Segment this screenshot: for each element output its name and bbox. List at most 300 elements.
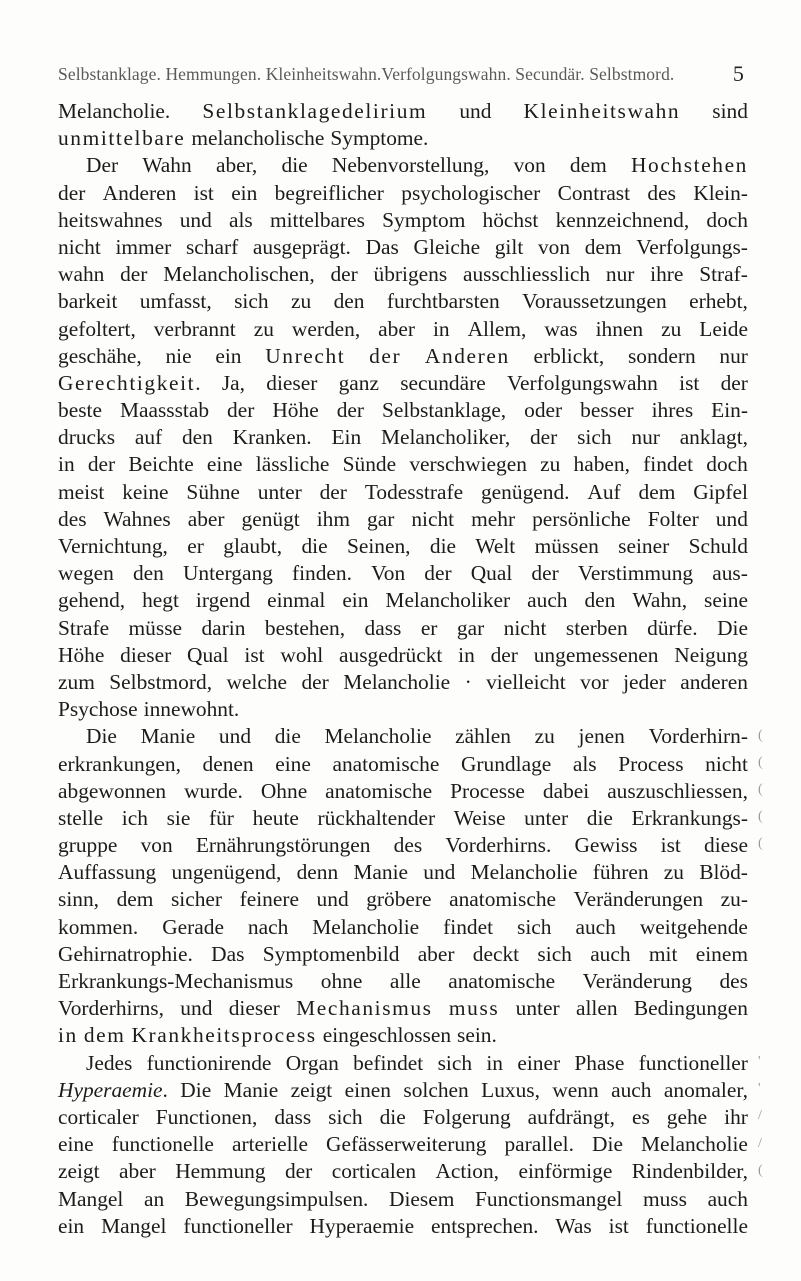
word xyxy=(647,180,676,207)
word xyxy=(639,479,676,506)
word xyxy=(507,370,658,397)
word-part: wahn xyxy=(58,262,105,287)
word xyxy=(435,1158,499,1185)
word xyxy=(717,615,748,642)
word xyxy=(450,778,525,805)
word xyxy=(207,451,243,478)
word-part: es xyxy=(631,1104,650,1129)
word-part: gehend, xyxy=(58,588,126,613)
word xyxy=(227,397,254,424)
word-part: ich xyxy=(121,805,148,830)
word-part: besser xyxy=(580,398,634,423)
text-line xyxy=(58,751,748,778)
word-part: Manie xyxy=(223,1077,279,1102)
word xyxy=(721,886,748,913)
word xyxy=(693,479,748,506)
word-part: Melancholischen, xyxy=(163,262,315,287)
word-part: genügend. xyxy=(480,479,570,504)
word-part: ausschliesslich xyxy=(462,262,591,287)
word-part: jenen xyxy=(578,724,625,749)
word-part: allen xyxy=(575,996,618,1021)
word-part: nicht xyxy=(503,615,547,640)
word xyxy=(473,941,519,968)
word-part: nicht xyxy=(705,751,748,776)
word xyxy=(374,261,448,288)
word-part: in xyxy=(486,1050,503,1075)
word-part: von xyxy=(140,833,173,858)
word xyxy=(719,968,748,995)
word-part: gar xyxy=(367,506,395,531)
word xyxy=(58,886,99,913)
word xyxy=(704,832,748,859)
word-part: sich xyxy=(328,1104,363,1129)
word xyxy=(534,343,605,370)
text-line xyxy=(58,615,748,642)
word-part: Phase xyxy=(574,1050,625,1075)
word-part: auch xyxy=(527,588,568,613)
word-part: Folter xyxy=(647,506,699,531)
word xyxy=(394,832,423,859)
word-part: ist xyxy=(193,180,214,205)
word xyxy=(365,479,463,506)
word xyxy=(58,424,115,451)
word-part: eine xyxy=(58,1132,94,1157)
word xyxy=(131,1022,316,1049)
word xyxy=(461,751,551,778)
word xyxy=(115,234,171,261)
word xyxy=(468,316,527,343)
word xyxy=(632,587,687,614)
word-part: auch xyxy=(707,1186,748,1211)
word-part: . xyxy=(162,1077,168,1102)
word xyxy=(187,642,229,669)
word xyxy=(58,261,104,288)
word xyxy=(699,859,748,886)
word xyxy=(274,1104,311,1131)
word-part: drucks xyxy=(58,425,116,450)
word xyxy=(120,642,171,669)
word xyxy=(180,207,212,234)
word xyxy=(339,642,442,669)
word-part: den xyxy=(333,289,365,314)
word xyxy=(58,1104,139,1131)
word xyxy=(58,316,136,343)
word-part: Melancholie xyxy=(470,860,578,885)
word xyxy=(233,424,312,451)
word-part: umfasst, xyxy=(139,289,212,314)
word-part: Schuld xyxy=(688,534,748,558)
word-part: ihre xyxy=(650,262,684,287)
word-part: gehe xyxy=(666,1104,708,1129)
word-part: welche xyxy=(226,669,288,694)
word-part: Wahn xyxy=(142,153,192,178)
running-head xyxy=(58,61,744,94)
word xyxy=(186,479,239,506)
word-part: ist xyxy=(608,1213,629,1238)
word-part: gröbere xyxy=(366,887,432,912)
word-part: und xyxy=(180,996,213,1021)
word-part: Qual xyxy=(470,561,513,586)
word xyxy=(524,805,568,832)
margin-mark: ' xyxy=(758,1054,761,1069)
word-part: Sünde xyxy=(342,452,397,477)
word-part: functionirende xyxy=(146,1050,272,1075)
word xyxy=(414,234,481,261)
word xyxy=(457,615,484,642)
word-part: zum xyxy=(58,669,95,694)
word xyxy=(574,832,637,859)
word xyxy=(323,1022,451,1049)
word-part: führen xyxy=(592,860,649,885)
word-part: aber, xyxy=(215,153,258,178)
text-line xyxy=(58,968,748,995)
word-part: kennzeichnend, xyxy=(555,207,690,232)
word xyxy=(696,941,748,968)
word-part: dabei xyxy=(542,778,590,803)
word-part: sich xyxy=(517,914,552,939)
word xyxy=(224,1077,279,1104)
word xyxy=(431,1213,539,1240)
word xyxy=(86,723,117,750)
text-line xyxy=(58,1077,748,1104)
word-part: sinn, xyxy=(58,887,100,912)
word xyxy=(491,642,518,669)
word xyxy=(365,615,402,642)
word xyxy=(618,533,669,560)
word-part: zu- xyxy=(720,887,748,912)
word-part: die xyxy=(281,153,308,178)
text-line xyxy=(58,1186,748,1213)
word xyxy=(535,723,555,750)
word-part: nur xyxy=(631,425,660,450)
word-part: seine xyxy=(704,588,748,613)
word-part: Mangel xyxy=(58,1186,124,1211)
word xyxy=(337,397,364,424)
word xyxy=(301,669,328,696)
word-part: aber xyxy=(187,506,225,531)
word xyxy=(443,914,493,941)
word xyxy=(448,968,555,995)
word-part: rückhaltender xyxy=(317,805,436,830)
word-part: Melancholiker xyxy=(385,588,511,613)
word-part: anatomische xyxy=(448,969,556,993)
word xyxy=(706,451,748,478)
word-part: Klein- xyxy=(693,180,748,205)
word xyxy=(58,941,193,968)
word-part: den xyxy=(584,588,616,613)
word-part: Auf xyxy=(587,479,621,504)
word xyxy=(184,778,243,805)
word xyxy=(188,506,225,533)
word-part: gilt xyxy=(494,234,524,259)
word-part: der xyxy=(120,262,148,287)
word xyxy=(183,560,273,587)
word xyxy=(58,995,164,1022)
word xyxy=(211,941,244,968)
word xyxy=(504,615,547,642)
word xyxy=(58,832,117,859)
text-line xyxy=(58,1158,748,1185)
word xyxy=(433,316,450,343)
word xyxy=(628,343,696,370)
word xyxy=(587,479,620,506)
word xyxy=(171,859,281,886)
word xyxy=(719,343,748,370)
word xyxy=(325,778,432,805)
text-line xyxy=(58,180,748,207)
word xyxy=(518,1158,612,1185)
word xyxy=(631,424,660,451)
word xyxy=(141,723,196,750)
word-part: Organ xyxy=(285,1050,339,1075)
word-part: haben, xyxy=(573,452,630,477)
word-part: Functionen, xyxy=(155,1104,258,1129)
word-part: Melancholiker, xyxy=(380,425,511,450)
word xyxy=(458,642,475,669)
word xyxy=(58,669,95,696)
word-part: Functionsmangel xyxy=(474,1186,623,1211)
word xyxy=(120,261,147,288)
word-part: Manie xyxy=(353,860,409,885)
word-part: einer xyxy=(517,1050,561,1075)
word xyxy=(328,1104,362,1131)
word-part: Die xyxy=(86,724,117,749)
word xyxy=(187,533,204,560)
emphasis-text: muss xyxy=(448,996,500,1021)
word xyxy=(275,180,384,207)
word-part: Gefässerweiterung xyxy=(326,1132,487,1157)
word-part: gefoltert, xyxy=(58,316,136,341)
word xyxy=(705,751,748,778)
word-part: Verfolgungswahn xyxy=(506,370,658,395)
word-part: Gipfel xyxy=(693,479,748,504)
word-part: parallel. xyxy=(504,1132,574,1157)
text-line xyxy=(58,778,748,805)
word xyxy=(643,1186,687,1213)
word xyxy=(286,1050,339,1077)
word-part: scharf xyxy=(185,234,239,259)
word-part: furchtbarsten xyxy=(386,289,500,314)
word-part: Diesem xyxy=(389,1186,455,1211)
word xyxy=(58,968,293,995)
word-part: Gerade xyxy=(162,914,224,939)
word xyxy=(583,968,692,995)
word xyxy=(58,914,138,941)
word xyxy=(203,751,254,778)
word-part: corticalen xyxy=(331,1159,417,1184)
word xyxy=(317,506,350,533)
text-line xyxy=(58,451,748,478)
word xyxy=(623,669,666,696)
word-part: Todesstrafe xyxy=(364,479,464,504)
word xyxy=(343,451,396,478)
word-part: aber xyxy=(378,316,415,341)
word-part: Beichte xyxy=(128,452,194,477)
word-part: nie xyxy=(165,343,192,368)
word xyxy=(256,451,330,478)
word-part: die xyxy=(429,534,457,558)
word-part: an xyxy=(143,1186,165,1211)
word xyxy=(424,560,451,587)
word-part: sondern xyxy=(627,343,696,368)
text-line xyxy=(58,207,748,234)
word xyxy=(540,451,560,478)
word-part: ein xyxy=(231,180,258,205)
word-part: . xyxy=(195,370,201,395)
word xyxy=(291,1077,333,1104)
word xyxy=(704,587,748,614)
word xyxy=(141,832,173,859)
word-part: genügt xyxy=(241,506,300,531)
word xyxy=(650,261,683,288)
text-line xyxy=(58,669,748,696)
word-part: die xyxy=(301,534,328,558)
word-part: wegen xyxy=(58,561,114,586)
text-line xyxy=(58,859,748,886)
word-part: sie xyxy=(166,805,191,830)
word-part: Höhe xyxy=(58,642,105,667)
text-line xyxy=(58,587,748,614)
word xyxy=(631,152,748,179)
word-part: ist xyxy=(660,833,681,858)
word xyxy=(272,397,318,424)
word xyxy=(231,180,257,207)
word-part: auch xyxy=(611,1077,652,1102)
word xyxy=(664,859,684,886)
text-line xyxy=(58,642,748,669)
word-part: immer xyxy=(115,234,172,259)
word xyxy=(58,98,170,125)
text-line xyxy=(58,914,748,941)
word xyxy=(371,560,405,587)
word-part: in xyxy=(58,452,75,477)
word-part: gruppe xyxy=(58,833,118,858)
word xyxy=(555,1213,591,1240)
word xyxy=(481,479,570,506)
word xyxy=(58,805,103,832)
text-line xyxy=(58,560,748,587)
word-part: mit xyxy=(648,941,678,966)
word-part: Process xyxy=(618,751,684,776)
emphasis-text: Anderen xyxy=(424,343,510,368)
word-part: Melancholie xyxy=(641,1132,748,1157)
text-line xyxy=(58,98,748,125)
word xyxy=(632,805,748,832)
word xyxy=(580,669,609,696)
word xyxy=(403,1077,468,1104)
word-part: heute xyxy=(252,805,299,830)
word xyxy=(593,859,649,886)
word-part: gar xyxy=(456,615,485,640)
word xyxy=(517,1050,560,1077)
word-part: sicher xyxy=(170,887,223,912)
word-part: doch xyxy=(706,452,748,477)
word xyxy=(535,533,599,560)
word-part: Bedingungen xyxy=(633,996,748,1021)
word-part: befindet xyxy=(353,1050,424,1075)
word-part: ungenügend, xyxy=(171,860,282,885)
text-line xyxy=(58,1213,748,1240)
word-part: findet xyxy=(643,452,694,477)
word-part: höchst xyxy=(482,207,539,232)
word xyxy=(641,1131,748,1158)
word xyxy=(154,316,236,343)
word-part: sich xyxy=(234,289,269,314)
word xyxy=(584,587,615,614)
word-part: ihr xyxy=(724,1104,748,1129)
word xyxy=(430,533,456,560)
word xyxy=(385,587,510,614)
word xyxy=(317,886,349,913)
word-part: der xyxy=(529,425,558,450)
word-part: Höhe xyxy=(272,398,319,423)
word-part: denen xyxy=(202,751,254,776)
word xyxy=(84,1022,126,1049)
word-part: Neigung xyxy=(674,642,748,667)
word xyxy=(649,723,748,750)
word xyxy=(58,642,104,669)
word-part: wenn xyxy=(552,1077,599,1102)
margin-mark: / xyxy=(758,1135,762,1151)
word-part: Vorderhirn- xyxy=(648,724,748,749)
word-part: begreiflicher xyxy=(274,180,384,205)
word-part: übrigens xyxy=(373,262,448,287)
word-part: auszuschliessen, xyxy=(607,778,748,803)
text-line xyxy=(58,125,748,152)
word-part: Ein xyxy=(331,425,362,450)
word-part: dieser xyxy=(266,370,318,395)
word xyxy=(517,914,551,941)
word xyxy=(156,1104,258,1131)
word-part: Folgerung xyxy=(422,1104,511,1129)
word-part: melancholische xyxy=(191,126,325,151)
word xyxy=(58,1022,78,1049)
word xyxy=(297,859,339,886)
text-line xyxy=(58,424,748,451)
word-part: anatomische xyxy=(325,778,433,803)
word-part: er xyxy=(420,615,438,640)
emphasis-text: Mechanismus xyxy=(296,996,433,1021)
word-part: die xyxy=(274,724,301,749)
word-part: einen xyxy=(344,1077,391,1102)
word xyxy=(101,1213,166,1240)
word xyxy=(699,261,748,288)
word xyxy=(481,1077,540,1104)
word-part: den xyxy=(132,561,164,586)
word xyxy=(58,1158,100,1185)
word xyxy=(167,805,191,832)
word xyxy=(58,451,75,478)
word-part: ausgedrückt xyxy=(339,642,443,667)
word-part: dieser xyxy=(228,996,280,1021)
text-line xyxy=(58,533,748,560)
word-part: Melancholie. xyxy=(58,99,171,123)
word-part: Verfolgungs- xyxy=(636,234,748,259)
word xyxy=(232,1131,308,1158)
word-part: Selbstmord, xyxy=(109,669,213,694)
word-part: einmal xyxy=(267,588,326,613)
word-part: feinere xyxy=(239,887,299,912)
word-part: Straf- xyxy=(699,262,748,287)
word-part: stelle xyxy=(58,805,104,830)
word-part: anderen xyxy=(680,669,748,694)
word xyxy=(381,424,510,451)
word xyxy=(423,1104,511,1131)
margin-mark: ( xyxy=(758,809,763,825)
word-part: abgewonnen xyxy=(58,778,167,803)
text-line xyxy=(58,234,748,261)
word xyxy=(253,805,299,832)
